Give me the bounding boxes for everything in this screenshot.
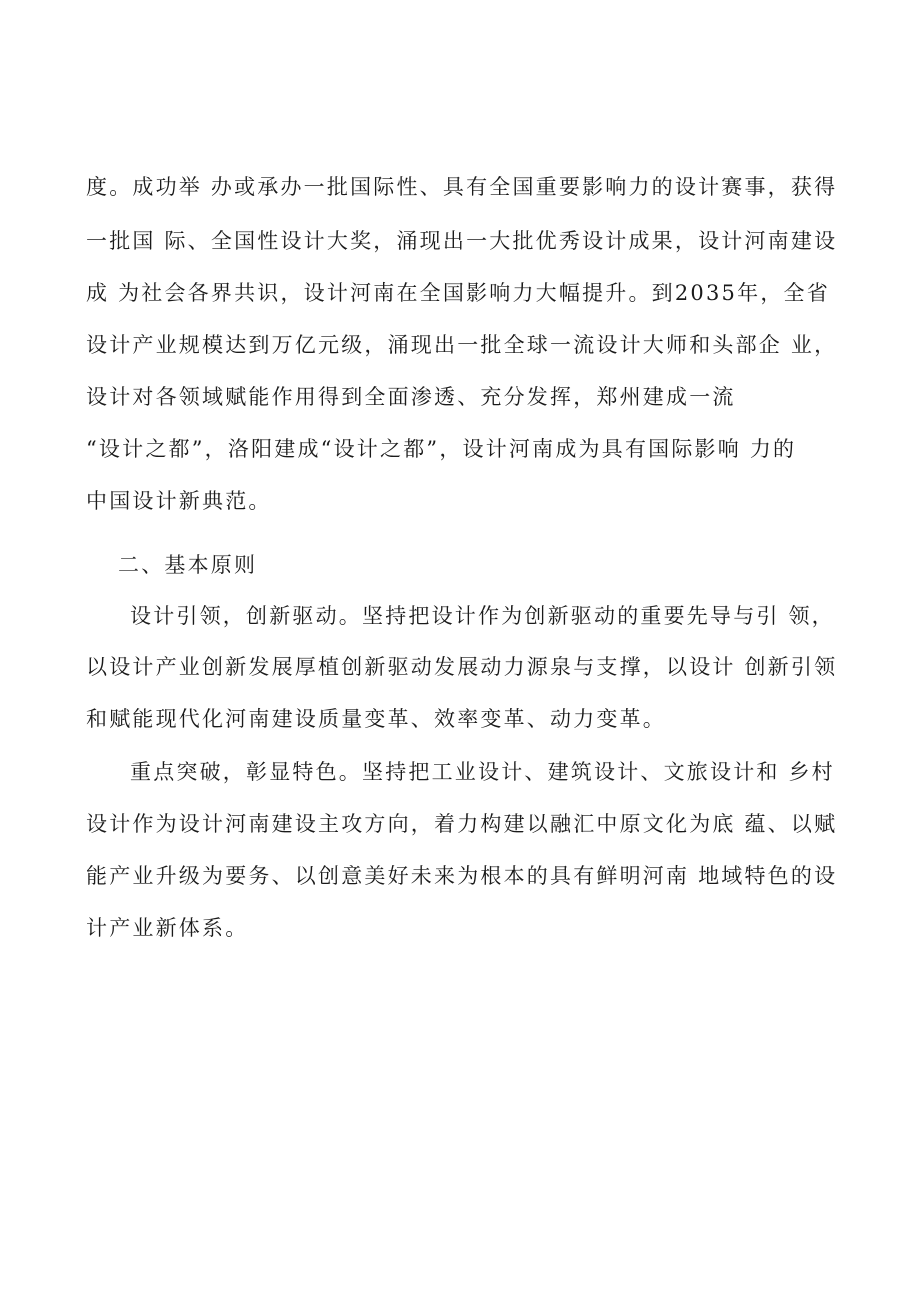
intro-line-2: 一批国 际、全国性设计大奖，涌现出一大批优秀设计成果，设计河南建设 — [86, 229, 838, 253]
section-heading: 二、基本原则 — [118, 553, 258, 577]
intro-line-7: 中国设计新典范。 — [86, 489, 272, 513]
intro-line-4: 设计产业规模达到万亿元级，涌现出一批全球一流设计大师和头部企 业， — [86, 333, 838, 357]
intro-line-6: “设计之都”，洛阳建成“设计之都”，设计河南成为具有国际影响 力的 — [86, 437, 797, 461]
principle-2-line-3: 能产业升级为要务、以创意美好未来为根本的具有鲜明河南 地域特色的设 — [86, 864, 838, 888]
principle-1-line-2: 以设计产业创新发展厚植创新驱动发展动力源泉与支撑，以设计 创新引领 — [86, 655, 838, 679]
principle-2-line-1: 重点突破，彰显特色。坚持把工业设计、建筑设计、文旅设计和 乡村 — [130, 760, 835, 784]
intro-line-5: 设计对各领域赋能作用得到全面渗透、充分发挥，郑州建成一流 — [86, 385, 736, 409]
principle-2-line-2: 设计作为设计河南建设主攻方向，着力构建以融汇中原文化为底 蕴、以赋 — [86, 812, 838, 836]
principle-2-line-4: 计产业新体系。 — [86, 916, 249, 940]
intro-line-1: 度。成功举 办或承办一批国际性、具有全国重要影响力的设计赛事，获得 — [86, 175, 838, 199]
principle-1-line-3: 和赋能现代化河南建设质量变革、效率变革、动力变革。 — [86, 707, 666, 731]
intro-line-3: 成 为社会各界共识，设计河南在全国影响力大幅提升。到2035年，全省 — [86, 281, 830, 305]
principle-1-line-1: 设计引领，创新驱动。坚持把设计作为创新驱动的重要先导与引 领， — [130, 604, 835, 628]
